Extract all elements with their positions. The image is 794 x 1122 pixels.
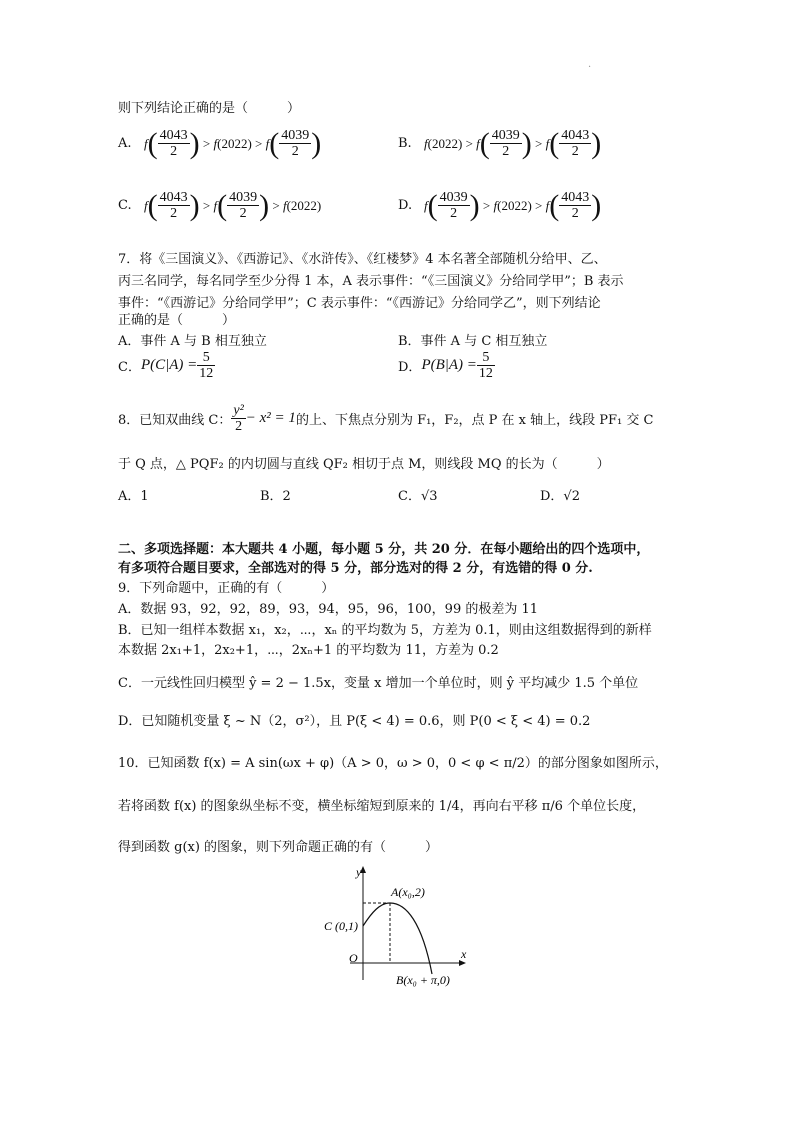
q7-option-d: D． P(B|A) = $\frac{5}{12}$ — [398, 350, 493, 381]
q9-stem: 9．下列命题中，正确的有（ ） — [118, 581, 335, 596]
y-axis-label: y — [356, 865, 362, 879]
q8-option-b: B．2 — [260, 489, 291, 504]
q7-option-a: A．事件 A 与 B 相互独立 — [118, 334, 267, 349]
q6-option-b-label: B. — [398, 136, 412, 151]
q6-option-a-label: A. — [118, 136, 132, 151]
section-2-heading-line-1: 二、多项选择题：本大题共 4 小题，每小题 5 分，共 20 分．在每小题给出的四个选项中， — [118, 542, 650, 557]
q7-line-3: 事件：“《西游记》分给同学甲”；C 表示事件：“《西游记》分给同学乙”，则下列结论 — [118, 296, 601, 311]
q7-option-b: B．事件 A 与 C 相互独立 — [398, 334, 548, 349]
q7-option-c: C． P(C|A) = $\frac{5}{12}$ — [118, 350, 214, 381]
point-a-label: A(x₀,2) — [391, 885, 425, 899]
section-2-heading-line-2: 有多项符合题目要求，全部选对的得 5 分，部分选对的得 2 分，有选错的得 0 分. — [118, 561, 593, 576]
q6-option-c-label: C. — [118, 198, 132, 213]
x-axis-label: x — [461, 947, 467, 961]
q8-line-2: 于 Q 点，△ PQF₂ 的内切圆与直线 QF₂ 相切于点 M，则线段 MQ 的长为（ ） — [118, 457, 610, 472]
q6-option-d: D. f ( $\frac{4039}{2}$ ) > f ( 2022 ) > f ( $\frac{4043}{2}$ ) — [398, 188, 602, 222]
q7-line-2: 丙三名同学，每名同学至少分得 1 本，A 表示事件：“《三国演义》分给同学甲”；B 表示 — [118, 274, 624, 289]
q7-line-1: 7．将《三国演义》、《西游记》、《水浒传》、《红楼梦》4 本名著全部随机分给甲、乙、 — [118, 252, 607, 267]
q9-option-b-line-1: B．已知一组样本数据 x₁，x₂，⋯，xₙ 的平均数为 5，方差为 0.1，则由这组数据得到的新样 — [118, 623, 652, 638]
q10-line-2: 若将函数 f(x) 的图象纵坐标不变，横坐标缩短到原来的 1/4，再向右平移 π/6 个单位长度， — [118, 799, 646, 814]
q7-option-d-label: D． — [398, 360, 422, 375]
function-graph-figure — [320, 862, 480, 992]
q6-option-d-label: D. — [398, 198, 413, 213]
q8-line-1: 8．已知双曲线 C： $\frac{\text{y²}}{2}$ − x² = 1 的上、下焦点分别为 F₁，F₂，点 P 在 x 轴上，线段 PF₁ 交 C — [118, 403, 654, 434]
q9-option-c: C．一元线性回归模型 ŷ = 2 − 1.5x，变量 x 增加一个单位时，则 ŷ 平均减少 1.5 个单位 — [118, 676, 639, 691]
q6-option-b: B. f ( 2022 ) > f ( $\frac{4039}{2}$ ) > f ( $\frac{4043}{2}$ ) — [398, 126, 602, 160]
q9-option-b-line-2: 本数据 2x₁+1，2x₂+1，⋯，2xₙ+1 的平均数为 11，方差为 0.2 — [118, 643, 499, 658]
header-mark: · — [588, 62, 592, 73]
q6-stem: 则下列结论正确的是（ ） — [118, 101, 301, 116]
q10-line-3: 得到函数 g(x) 的图象，则下列命题正确的有（ ） — [118, 840, 439, 855]
q6-option-c: C. f ( $\frac{4043}{2}$ ) > f ( $\frac{4039}{2}$ ) > f ( 2022 ) — [118, 188, 322, 222]
q9-option-a: A．数据 93，92，92，89，93，94，95，96，100，99 的极差为 11 — [118, 602, 539, 617]
q8-option-a: A．1 — [118, 489, 149, 504]
q8-option-c: C．√3 — [398, 489, 438, 504]
origin-label: O — [349, 951, 358, 965]
q6-option-a: A. f ( $\frac{4043}{2}$ ) > f ( 2022 ) > f ( $\frac{4039}{2}$ ) — [118, 126, 322, 160]
point-c-label: C (0,1) — [324, 919, 358, 933]
q8-option-d: D．√2 — [540, 489, 580, 504]
point-b-label: B(x₀ + π,0) — [396, 973, 450, 987]
q10-line-1: 10．已知函数 f(x) = A sin(ωx + φ)（A > 0，ω > 0，0 < φ < π/2）的部分图象如图所示， — [118, 756, 668, 771]
q7-option-c-label: C． — [118, 360, 141, 375]
q7-line-4: 正确的是（ ） — [118, 313, 236, 328]
q9-option-d: D．已知随机变量 ξ ~ N（2，σ²），且 P(ξ < 4) = 0.6，则 P(0 < ξ < 4) = 0.2 — [118, 714, 591, 729]
